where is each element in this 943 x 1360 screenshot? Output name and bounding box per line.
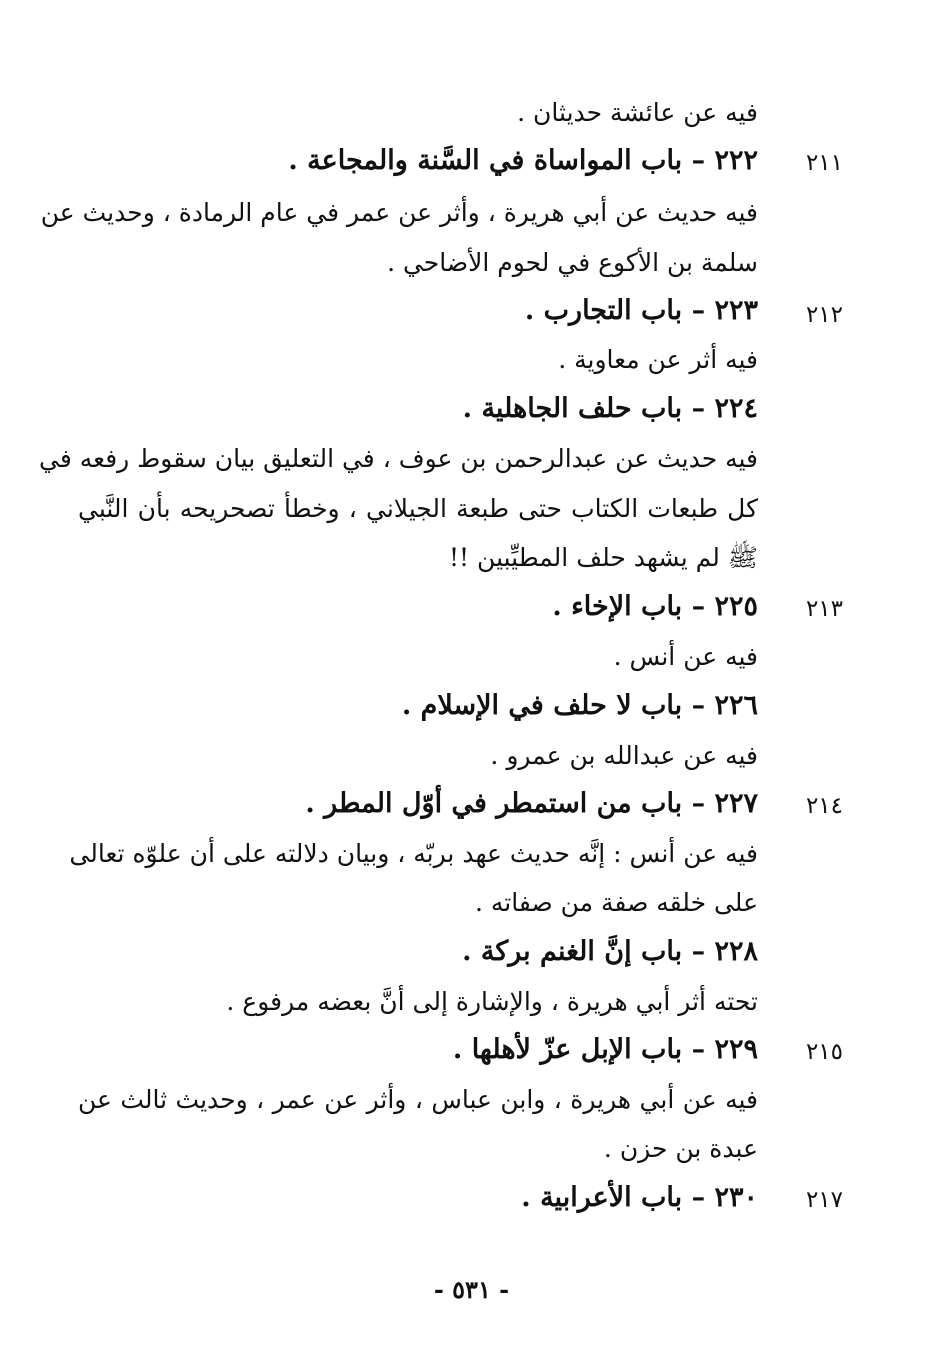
text-line: سلمة بن الأكوع في لحوم الأضاحي . [387,248,758,277]
text-line: كل طبعات الكتاب حتى طبعة الجيلاني ، وخطأ تصحريحه بأن النَّبي [78,494,758,523]
text-line: فيه حديث عن عبدالرحمن بن عوف ، في التعليق بيان سقوط رفعه في [39,444,758,473]
text-line: ﷺ لم يشهد حلف المطيِّبين !! [449,543,758,572]
chapter-heading: ٢٢٨ – باب إنَّ الغنم بركة . [462,936,758,967]
entry-number: ٢١١ [805,150,843,176]
text-line: فيه عن أنس . [613,642,758,671]
entry-number: ٢١٣ [805,596,843,622]
text-line: على خلقه صفة من صفاته . [474,888,758,917]
text-line: فيه عن عائشة حديثان . [517,98,758,127]
page-number: - ٥٣١ - [433,1275,510,1304]
chapter-heading: ٢٢٣ – باب التجارب . [524,295,758,326]
text-line: فيه أثر عن معاوية . [558,345,758,374]
text-line: تحته أثر أبي هريرة ، والإشارة إلى أنَّ بعضه مرفوع . [226,987,758,1016]
chapter-heading: ٢٢٥ – باب الإخاء . [552,591,758,622]
text-line: فيه عن أبي هريرة ، وابن عباس ، وأثر عن عمر ، وحديث ثالث عن [78,1085,758,1114]
chapter-heading: ٢٢٩ – باب الإبل عزّ لأهلها . [452,1034,758,1065]
entry-number: ٢١٢ [805,302,843,328]
entry-number: ٢١٧ [805,1187,843,1213]
entry-number: ٢١٤ [805,793,843,819]
text-line: عبدة بن حزن . [603,1134,758,1163]
chapter-heading: ٢٢٤ – باب حلف الجاهلية . [462,393,758,424]
chapter-heading: ٢٢٦ – باب لا حلف في الإسلام . [401,690,758,721]
chapter-heading: ٢٢٧ – باب من استمطر في أوّل المطر . [305,788,758,819]
text-line: فيه عن أنس : إنَّه حديث عهد بربّه ، وبيان دلالته على أن علوّه تعالى [69,839,758,868]
text-line: فيه حديث عن أبي هريرة ، وأثر عن عمر في عام الرمادة ، وحديث عن [40,198,758,227]
chapter-heading: ٢٣٠ – باب الأعرابية . [521,1182,758,1213]
text-line: فيه عن عبدالله بن عمرو . [490,741,758,770]
entry-number: ٢١٥ [805,1039,843,1065]
chapter-heading: ٢٢٢ – باب المواساة في السَّنة والمجاعة . [288,145,758,176]
